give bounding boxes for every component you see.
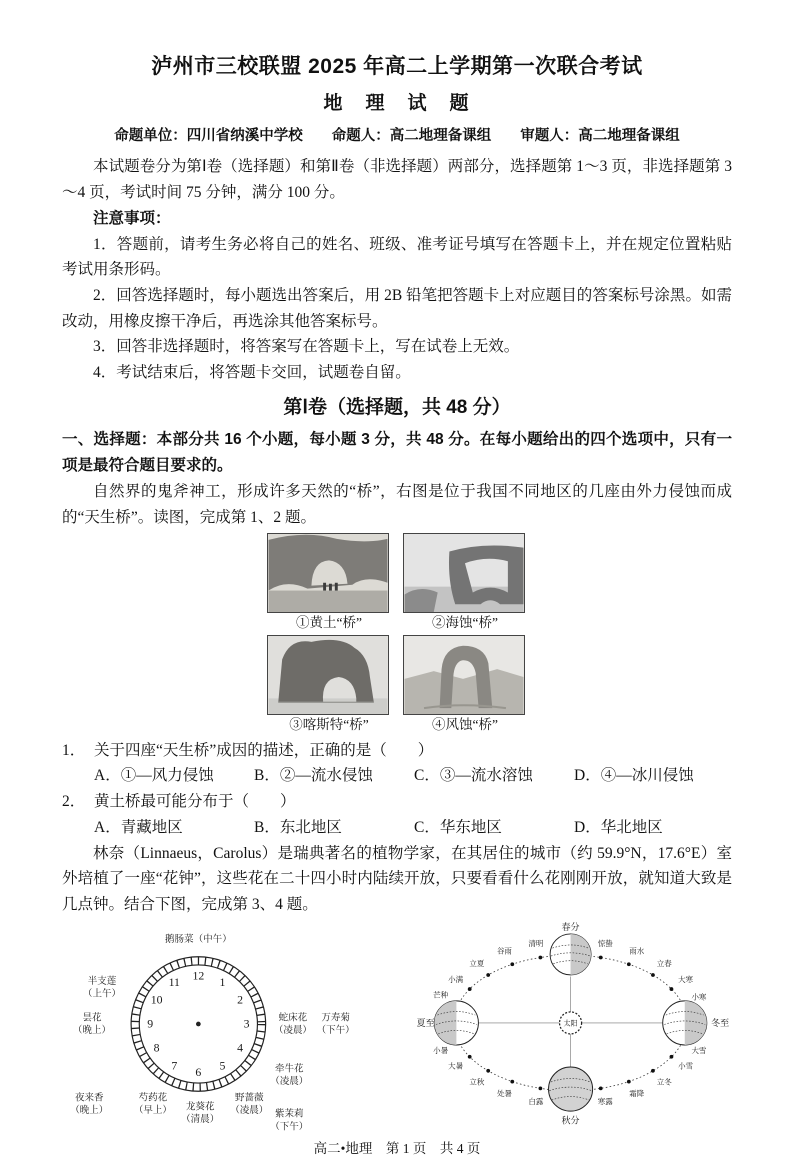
wind-arch-image [403,635,525,715]
solar-terms-orbit-diagram [417,922,732,1127]
svg-text:清明: 清明 [528,938,544,948]
svg-text:小满: 小满 [448,974,464,984]
svg-text:2: 2 [237,992,244,1007]
svg-text:6: 6 [195,1064,202,1079]
earth-globe-spring [550,934,591,975]
question-1-option-c: C．③—流水溶蚀 [414,767,533,785]
svg-text:小寒: 小寒 [691,992,707,1002]
question-1 [62,738,732,789]
flower-label-5am: 野蔷薇（凌晨） [230,1092,269,1116]
svg-text:白露: 白露 [528,1096,544,1106]
svg-text:雨水: 雨水 [629,946,645,956]
photo-caption-sea: ②海蚀“桥” [432,615,498,631]
svg-text:谷雨: 谷雨 [496,946,512,956]
svg-text:立秋: 立秋 [469,1077,485,1087]
svg-text:3: 3 [243,1016,250,1031]
svg-text:立冬: 立冬 [656,1077,672,1087]
question-1-option-b: B．②—流水侵蚀 [254,767,373,785]
svg-text:芒种: 芒种 [433,990,449,1000]
note-item-1: 1．答题前，请考生务必将自己的姓名、班级、准考证号填写在答题卡上，并在规定位置粘贴考试用条形码。 [62,235,732,279]
svg-text:大雪: 大雪 [691,1045,707,1055]
loess-bridge-image [267,533,389,613]
svg-text:小雪: 小雪 [678,1061,694,1071]
karst-bridge-image [267,635,389,715]
question-2-option-d: D．华北地区 [574,818,663,836]
flower-label-8pm: 夜来香（晚上） [70,1092,109,1116]
svg-text:惊蛰: 惊蛰 [597,938,613,948]
label-summer-solstice: 夏至 [416,1017,435,1028]
question-2-number: 2． [62,793,86,811]
note-item-3: 3．回答非选择题时，将答案写在答题卡上，写在试卷上无效。 [93,338,520,356]
question-2 [62,789,732,840]
svg-text:4: 4 [237,1040,244,1055]
notes-title: 注意事项： [93,209,171,227]
note-item-4: 4．考试结束后，将答题卡交回，试题卷自留。 [93,364,411,382]
photo-sea-arch [403,533,527,632]
flower-clock-diagram [62,922,362,1136]
svg-text:霜降: 霜降 [629,1088,645,1098]
passage-natural-bridges: 自然界的鬼斧神工，形成许多天然的“桥”，右图是位于我国不同地区的几座由外力侵蚀而成的“天生桥”。读图，完成第 1、2 题。 [62,482,732,526]
flower-label-6am: 龙葵花（清晨） [181,1101,220,1125]
flower-label-7am: 芍药花（早上） [133,1092,172,1116]
flower-label-3pm: 万寿菊（下午） [316,1012,355,1036]
question-1-option-a: A．①—风力侵蚀 [94,767,214,785]
exam-title: 泸州市三校联盟 2025 年高二上学期第一次联合考试 [151,55,643,78]
earth-globe-autumn [549,1067,593,1111]
earth-globe-summer [434,1001,478,1045]
photo-caption-karst: ③喀斯特“桥” [289,716,369,732]
flower-label-9pm: 昙花（晚上） [72,1012,112,1036]
sea-arch-image [403,533,525,613]
question-1-text: 关于四座“天生桥”成因的描述，正确的是（ ） [94,741,434,759]
exam-meta: 命题单位：四川省纳溪中学校 命题人：高二地理备课组 审题人：高二地理备课组 [114,128,680,145]
svg-text:大寒: 大寒 [678,974,694,984]
photo-karst-bridge [267,635,391,734]
exam-subject: 地 理 试 题 [323,92,471,114]
question-2-text: 黄土桥最可能分布于（ ） [94,793,296,811]
svg-text:8: 8 [153,1040,160,1055]
section1-title: 第Ⅰ卷（选择题，共 48 分） [283,396,511,418]
orbit-figure [417,922,732,1127]
question-2-option-c: C．华东地区 [414,818,502,836]
flower-label-noon: 鹅肠菜（中午） [164,933,232,945]
photo-caption-wind: ④风蚀“桥” [432,716,498,732]
svg-text:7: 7 [171,1058,178,1073]
question-2-option-b: B．东北地区 [254,818,342,836]
question-1-option-d: D．④—冰川侵蚀 [574,767,694,785]
label-spring-equinox: 春分 [561,921,580,932]
svg-text:立春: 立春 [656,959,672,969]
svg-text:大暑: 大暑 [448,1061,464,1071]
question-2-option-a: A．青藏地区 [94,818,183,836]
photo-loess-bridge [267,533,391,632]
bridge-photo-grid [62,533,732,733]
earth-globe-winter [663,1001,707,1045]
svg-text:立夏: 立夏 [469,959,485,969]
question-1-number: 1． [62,741,86,759]
photo-caption-loess: ①黄土“桥” [296,615,362,631]
section1-instruction: 一、选择题：本部分共 16 个小题，每小题 3 分，共 48 分。在每小题给出的四个选项中，只有一项是最符合题目要求的。 [62,431,732,475]
intro-paragraph: 本试题卷分为第Ⅰ卷（选择题）和第Ⅱ卷（非选择题）两部分，选择题第 1～3 页，非选择题第 3～4 页，考试时间 75 分钟，满分 100 分。 [62,158,732,202]
flower-label-10am: 半支莲（上午） [82,975,122,1000]
flower-clock-figure [62,922,362,1136]
svg-text:1: 1 [219,974,226,989]
flower-label-3am: 蛇床花（凌晨） [273,1012,312,1036]
sun-label: 太阳 [563,1019,578,1028]
svg-text:处暑: 处暑 [496,1088,512,1098]
note-item-2: 2．回答选择题时，每小题选出答案后，用 2B 铅笔把答题卡上对应题目的答案标号涂黑。如需改动，用橡皮擦干净后，再选涂其他答案标号。 [62,287,732,330]
photo-wind-arch [403,635,527,734]
flower-label-5pm: 紫茉莉（下午） [270,1108,309,1133]
label-winter-solstice: 冬至 [711,1017,730,1028]
svg-text:11: 11 [168,974,180,989]
label-autumn-equinox: 秋分 [561,1115,580,1126]
passage-linnaeus: 林奈（Linnaeus，Carolus）是瑞典著名的植物学家，在其居住的城市（约 59.9°N，17.6°E）室外培植了一座“花钟”，这些花在二十四小时内陆续开放，只要看看什么花刚刚开放，就知道大致是几点钟。结合下图，完成第 3、4 题。 [62,844,732,914]
clock-center-dot [196,1021,201,1026]
svg-text:5: 5 [219,1058,226,1073]
svg-text:小暑: 小暑 [433,1045,449,1055]
svg-text:寒露: 寒露 [597,1096,613,1106]
svg-text:9: 9 [147,1016,154,1031]
figure-row [62,922,732,1136]
flower-label-4am: 牵牛花（凌晨） [270,1063,309,1087]
svg-text:10: 10 [150,992,163,1007]
page-footer: 高二•地理 第 1 页 共 4 页 [313,1140,481,1156]
svg-text:12: 12 [192,968,205,983]
